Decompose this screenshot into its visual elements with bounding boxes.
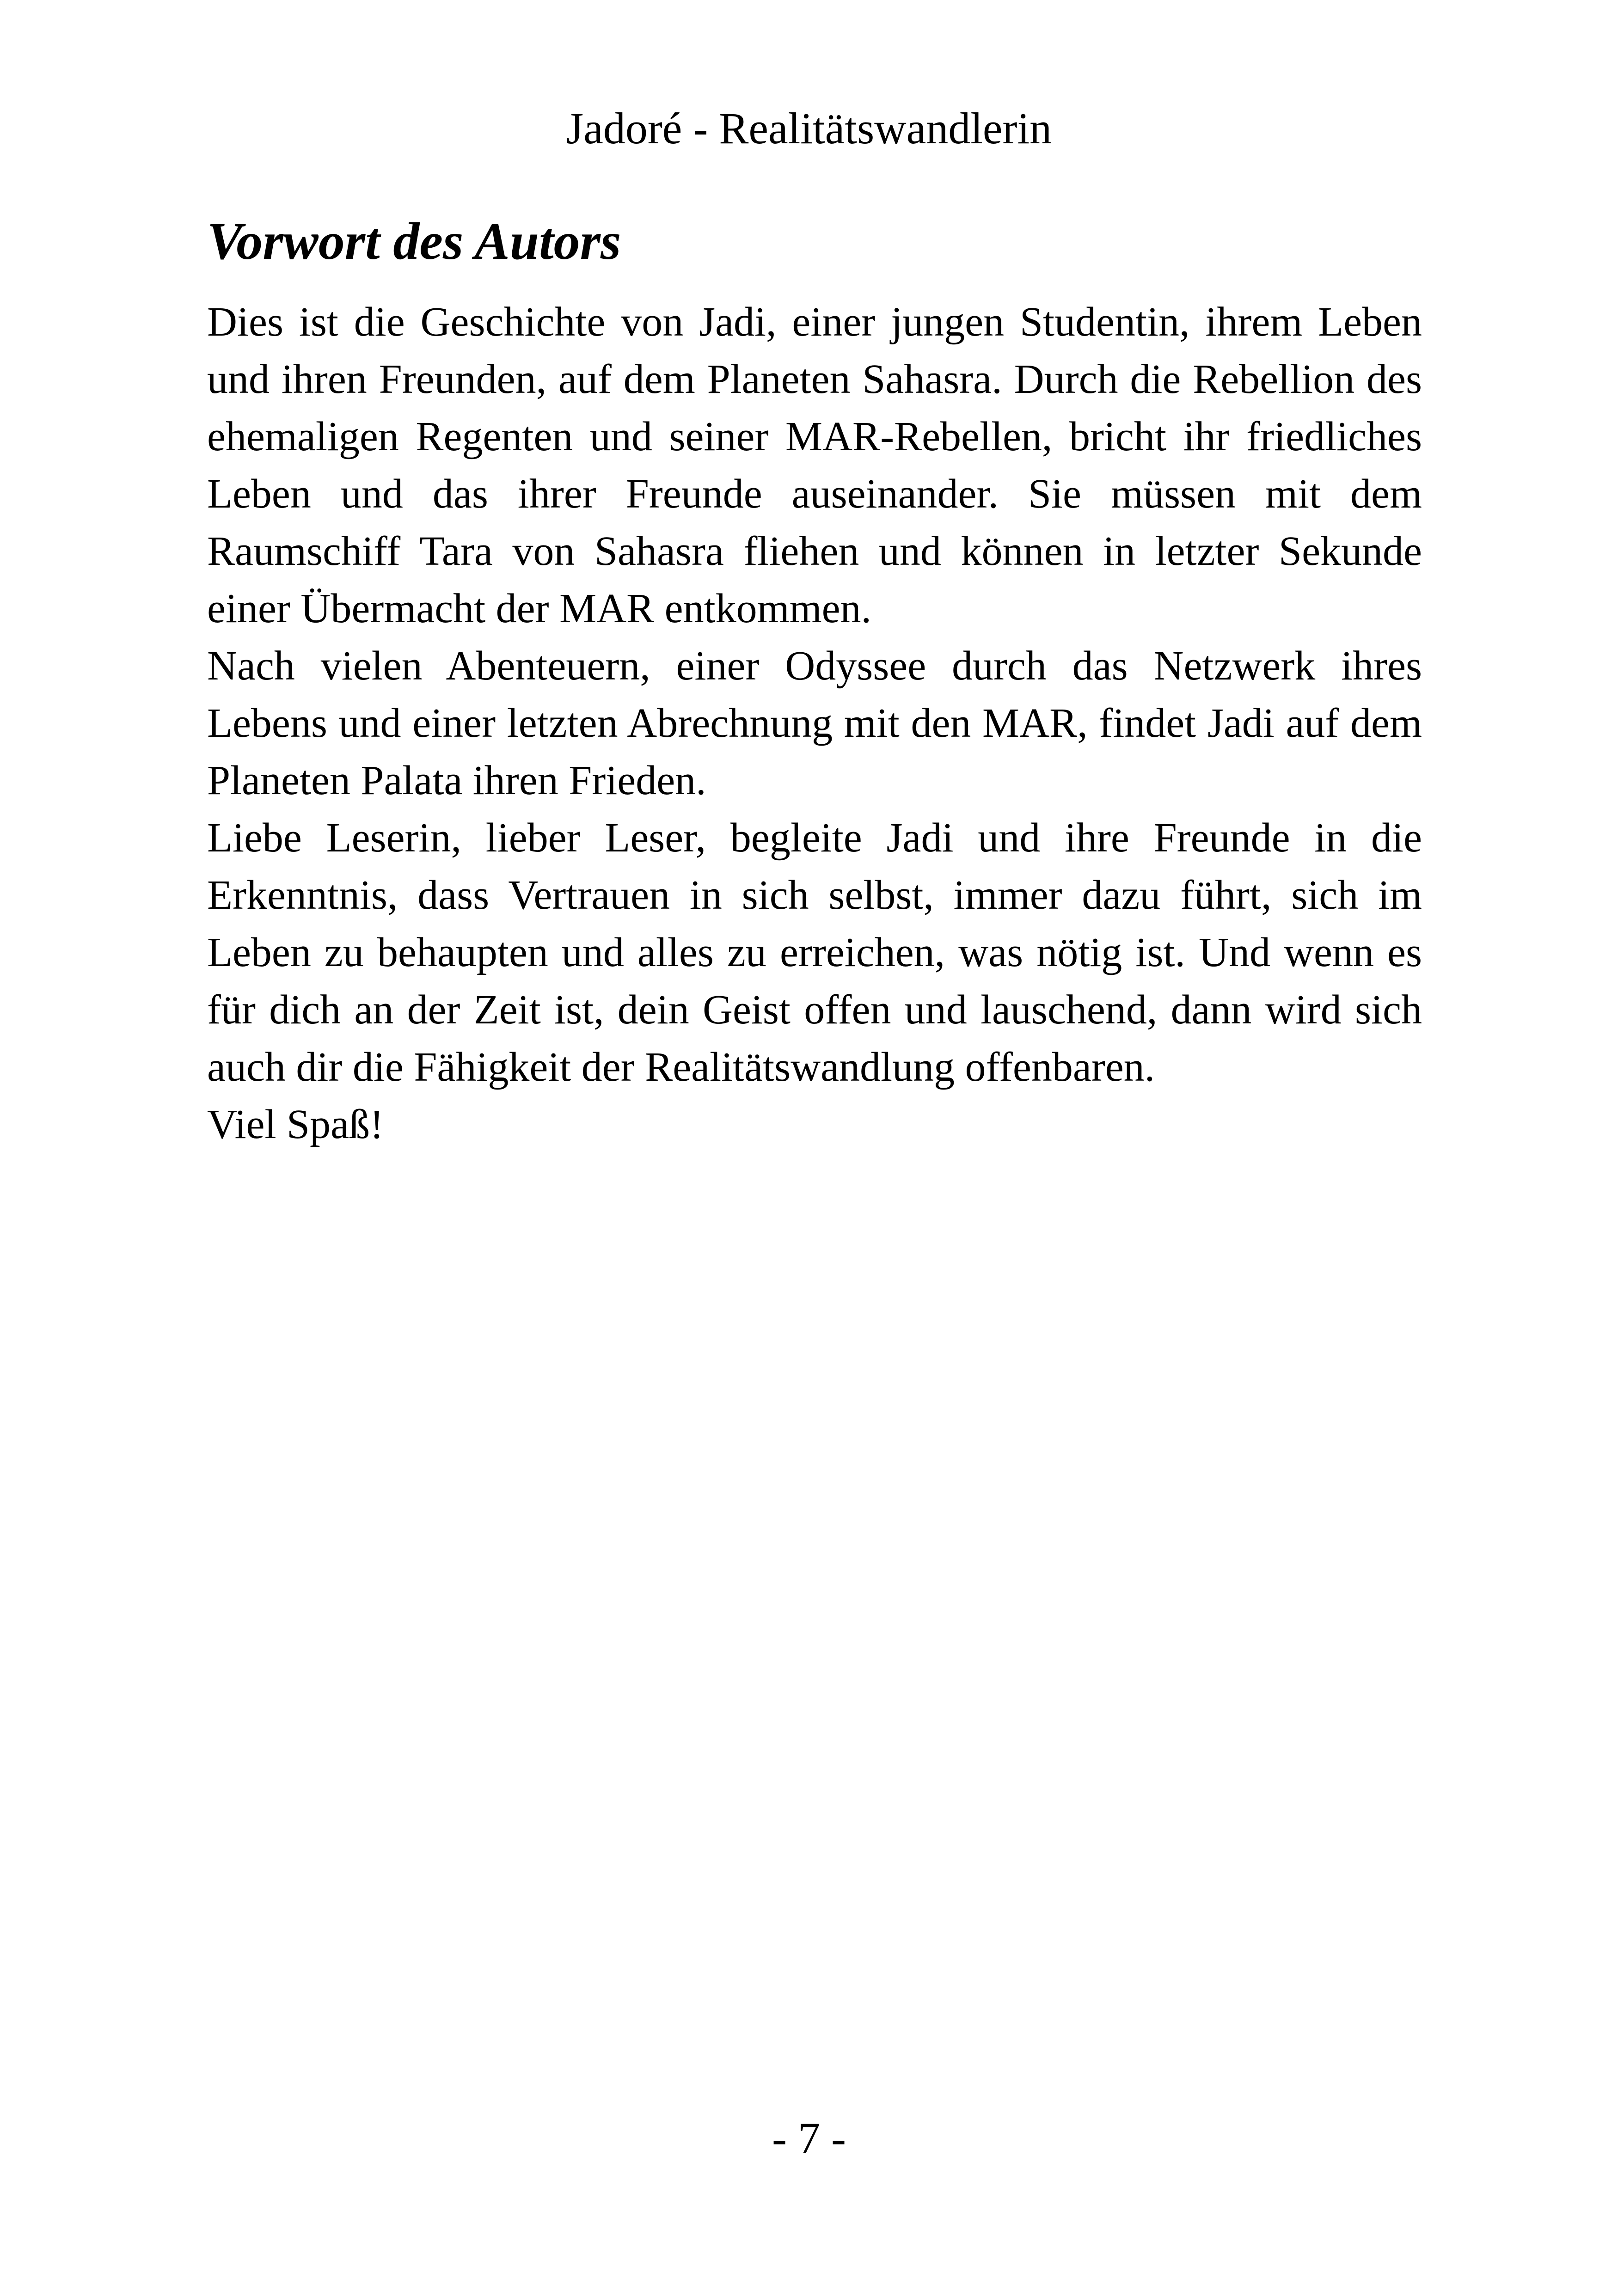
paragraph-closing: Viel Spaß!: [207, 1102, 384, 1147]
page-number: - 7 -: [772, 2113, 846, 2163]
paragraph-intro: Dies ist die Geschichte von Jadi, einer jungen Studentin, ihrem Leben und ihren Freunden, auf dem Planeten Sahasra. Durch die Rebellion des ehemaligen Regenten und seiner MAR-Rebellen, bricht ihr friedliches Leben und das ihrer Freunde auseinander. Sie müssen mit dem Raumschiff Tara von Sahasra fliehen und können in letzter Sekunde einer Übermacht der MAR entkommen.: [207, 299, 1422, 631]
body-text: [207, 294, 1422, 1153]
chapter-title: Vorwort des Autors: [207, 212, 621, 270]
paragraph-reader-address: Liebe Leserin, lieber Leser, begleite Jadi und ihre Freunde in die Erkenntnis, dass Vertrauen in sich selbst, immer dazu führt, sich im Leben zu behaupten und alles zu erreichen, was nötig ist. Und wenn es für dich an der Zeit ist, dein Geist offen und lauschend, dann wird sich auch dir die Fähigkeit der Realitätswandlung offenbaren.: [207, 815, 1422, 1090]
paragraph-adventures: Nach vielen Abenteuern, einer Odyssee durch das Netzwerk ihres Lebens und einer letzten Abrechnung mit den MAR, findet Jadi auf dem Planeten Palata ihren Frieden.: [207, 643, 1422, 803]
running-header: Jadoré - Realitätswandlerin: [566, 104, 1052, 153]
